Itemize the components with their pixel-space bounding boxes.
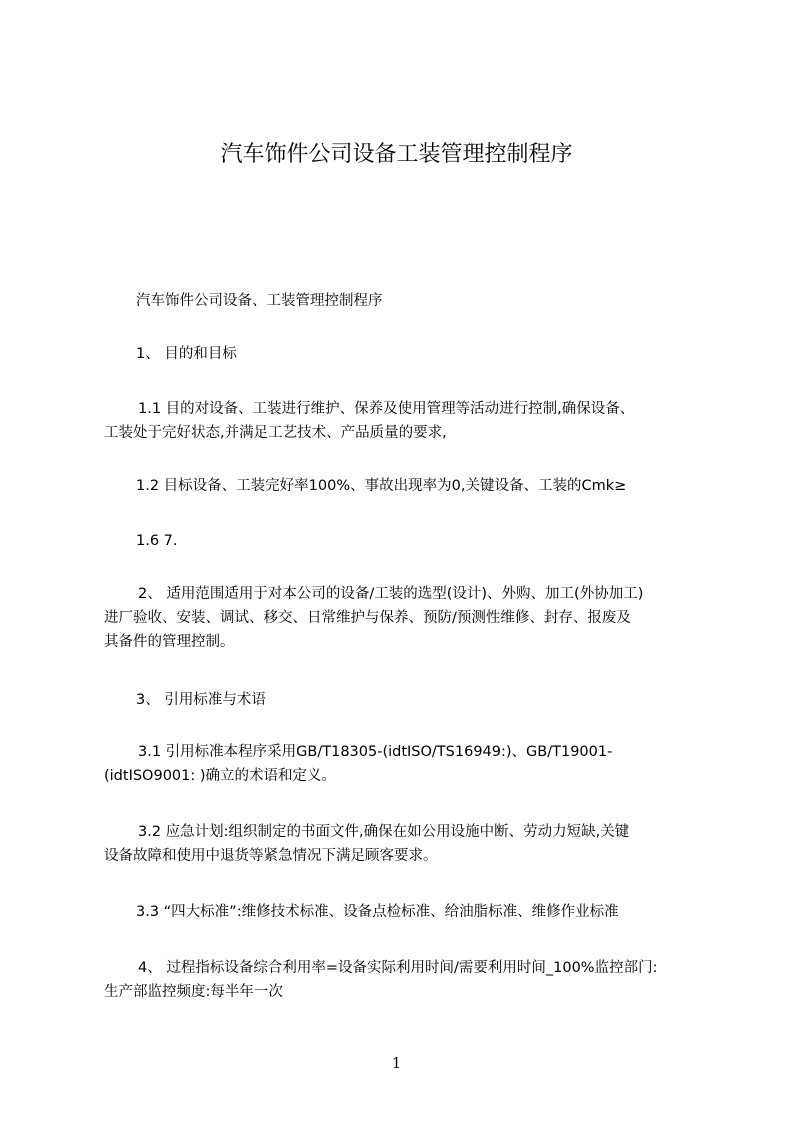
paragraph-2 [104, 582, 704, 654]
paragraph-1-1 [104, 397, 704, 445]
paragraph-line: 1.2 目标设备、工装完好率100%、事故出现率为0,关键设备、工装的Cmk≥ [136, 478, 627, 494]
document-title: 汽车饰件公司设备工装管理控制程序 [220, 142, 573, 167]
paragraph-line: 1、 目的和目标 [136, 346, 237, 362]
paragraph-1-2 [136, 474, 736, 498]
paragraph-line: 1.1 目的对设备、工装进行维护、保养及使用管理等活动进行控制,确保设备、 [138, 401, 635, 417]
paragraph-line: 3.2 应急计划:组织制定的书面文件,确保在如公用设施中断、劳动力短缺,关键 [138, 824, 630, 840]
paragraph-line: 其备件的管理控制。 [104, 634, 235, 650]
paragraph-line: (idtISO9001: )确立的术语和定义。 [104, 768, 337, 784]
paragraph-1-6 [136, 529, 736, 553]
paragraph-line: 3、 引用标准与术语 [136, 692, 266, 708]
paragraph-3-1 [104, 740, 704, 788]
paragraph-3-2 [104, 820, 704, 868]
paragraph-3-3 [136, 900, 736, 924]
paragraph-line: 2、 适用范围适用于对本公司的设备/工装的选型(设计)、外购、加工(外协加工) [138, 586, 644, 602]
paragraph-4 [104, 956, 704, 1004]
section-heading-1 [136, 342, 736, 366]
section-heading-3 [136, 688, 736, 712]
paragraph-line: 生产部监控频度:每半年一次 [104, 984, 283, 1000]
paragraph-line: 进厂验收、安装、调试、移交、日常维护与保养、预防/预测性维修、封存、报废及 [104, 610, 631, 626]
paragraph-subtitle [136, 289, 736, 313]
paragraph-line: 1.6 7. [136, 533, 178, 549]
paragraph-line: 3.1 引用标准本程序采用GB/T18305-(idtISO/TS16949:)、GB/T19001- [138, 744, 613, 760]
paragraph-line: 汽车饰件公司设备、工装管理控制程序 [136, 293, 383, 309]
paragraph-line: 工装处于完好状态,并满足工艺技术、产品质量的要求, [104, 425, 447, 441]
paragraph-line: 设备故障和使用中退货等紧急情况下满足顾客要求。 [104, 848, 438, 864]
paragraph-line: 3.3 “四大标准”:维修技术标准、设备点检标准、给油脂标准、维修作业标准 [136, 904, 619, 920]
page-number: 1 [391, 1054, 402, 1072]
paragraph-line: 4、 过程指标设备综合利用率=设备实际利用时间/需要利用时间_100%监控部门: [138, 960, 658, 976]
